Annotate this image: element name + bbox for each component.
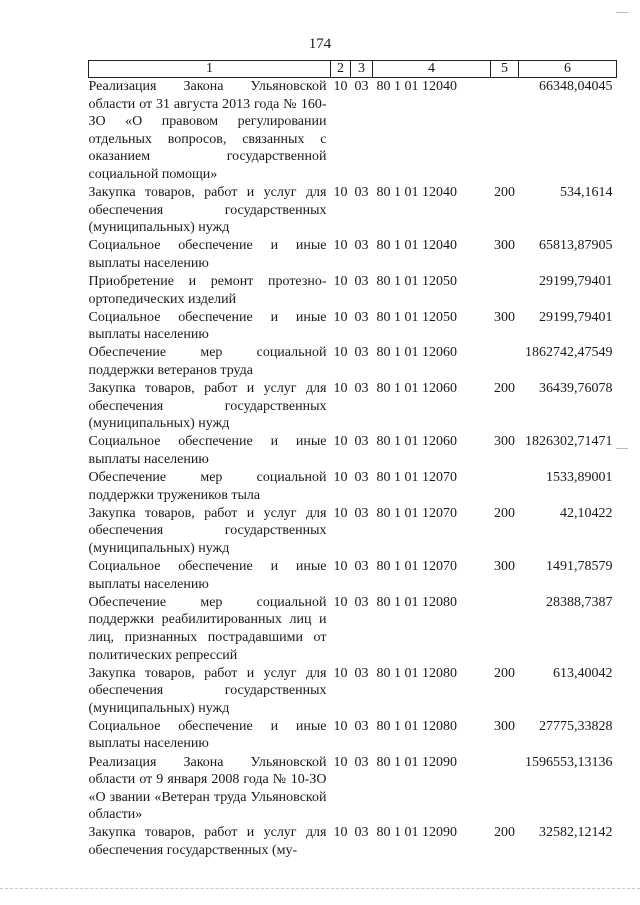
row-section-cell: 10 <box>333 470 348 486</box>
row-amount-cell: 28388,7387 <box>546 594 613 610</box>
row-target-article-cell: 80 1 01 12080 <box>376 594 457 610</box>
row-name-cell: Социальное обеспечение и иные выплаты населению <box>88 434 327 467</box>
row-name-cell: Социальное обеспечение и иные выплаты населению <box>88 559 327 592</box>
row-section-cell: 10 <box>333 345 348 361</box>
row-amount-cell: 27775,33828 <box>539 718 613 734</box>
row-section-cell: 10 <box>333 754 348 770</box>
row-name-cell: Обеспечение мер социальной поддержки тружеников тыла <box>88 470 327 503</box>
row-expense-type-cell <box>491 78 519 185</box>
margin-mark <box>616 12 628 13</box>
row-expense-type-cell <box>491 273 519 309</box>
row-amount-cell: 36439,76078 <box>539 381 613 397</box>
column-header-section: 2 <box>331 61 351 78</box>
row-subsection-cell: 03 <box>354 665 369 681</box>
row-amount-cell: 1491,78579 <box>546 559 613 575</box>
row-name-cell: Обеспечение мер социальной поддержки ветеранов труда <box>88 345 327 378</box>
row-target-article-cell: 80 1 01 12090 <box>376 825 457 841</box>
row-name-cell: Социальное обеспечение и иные выплаты населению <box>88 238 327 271</box>
row-subsection-cell: 03 <box>354 559 369 575</box>
row-expense-type-cell: 200 <box>494 825 515 841</box>
row-subsection-cell: 03 <box>354 470 369 486</box>
row-target-article-cell: 80 1 01 12070 <box>376 559 457 575</box>
row-name-cell: Закупка товаров, работ и услуг для обеспечения государственных (муниципальных) нужд <box>88 665 327 716</box>
row-target-article-cell: 80 1 01 12050 <box>376 309 457 325</box>
row-amount-cell: 65813,87905 <box>539 238 613 254</box>
table-row <box>89 824 617 860</box>
row-target-article-cell: 80 1 01 12080 <box>376 665 457 681</box>
table-row <box>89 433 617 469</box>
row-expense-type-cell: 200 <box>494 665 515 681</box>
table-row <box>89 273 617 309</box>
row-section-cell: 10 <box>333 825 348 841</box>
table-row <box>89 505 617 558</box>
row-section-cell: 10 <box>333 505 348 521</box>
row-amount-cell: 29199,79401 <box>539 309 613 325</box>
row-amount-cell: 66348,04045 <box>539 79 613 94</box>
row-section-cell: 10 <box>333 594 348 610</box>
row-section-cell: 10 <box>333 381 348 397</box>
row-name-cell: Приобретение и ремонт протезно-ортопедических изделий <box>88 274 327 307</box>
budget-table <box>88 60 617 860</box>
row-expense-type-cell <box>491 594 519 665</box>
row-amount-cell: 42,10422 <box>560 505 613 521</box>
row-amount-cell: 1862742,47549 <box>525 345 613 361</box>
row-target-article-cell: 80 1 01 12080 <box>376 718 457 734</box>
column-header-name: 1 <box>89 61 331 78</box>
row-expense-type-cell: 300 <box>494 309 515 325</box>
row-section-cell: 10 <box>333 718 348 734</box>
table-row <box>89 594 617 665</box>
table-row <box>89 309 617 345</box>
row-amount-cell: 1826302,71471 <box>525 434 613 450</box>
row-amount-cell: 29199,79401 <box>539 274 613 290</box>
row-amount-cell: 1596553,13136 <box>525 754 613 770</box>
table-row <box>89 344 617 380</box>
margin-mark <box>616 448 628 449</box>
row-target-article-cell: 80 1 01 12070 <box>376 505 457 521</box>
page-number: 174 <box>308 36 332 52</box>
row-subsection-cell: 03 <box>354 594 369 610</box>
row-section-cell: 10 <box>333 434 348 450</box>
row-expense-type-cell: 300 <box>494 238 515 254</box>
row-target-article-cell: 80 1 01 12060 <box>376 434 457 450</box>
row-expense-type-cell: 300 <box>494 718 515 734</box>
row-section-cell: 10 <box>333 79 348 94</box>
row-section-cell: 10 <box>333 274 348 290</box>
row-name-cell: Социальное обеспечение и иные выплаты населению <box>88 309 327 343</box>
row-subsection-cell: 03 <box>354 274 369 290</box>
row-subsection-cell: 03 <box>354 434 369 450</box>
row-target-article-cell: 80 1 01 12050 <box>376 274 457 290</box>
row-name-cell: Социальное обеспечение и иные выплаты населению <box>88 718 327 752</box>
row-expense-type-cell: 200 <box>494 505 515 521</box>
row-subsection-cell: 03 <box>354 718 369 734</box>
row-target-article-cell: 80 1 01 12040 <box>376 238 457 254</box>
table-row <box>89 237 617 273</box>
row-target-article-cell: 80 1 01 12040 <box>376 185 457 201</box>
table-row <box>89 78 617 185</box>
row-name-cell: Обеспечение мер социальной поддержки реабилитированных лиц и лиц, признанных пострадавшими от политических репрессий <box>88 594 327 663</box>
row-subsection-cell: 03 <box>354 309 369 325</box>
row-section-cell: 10 <box>333 185 348 201</box>
table-row <box>89 558 617 594</box>
row-amount-cell: 613,40042 <box>553 665 613 681</box>
row-section-cell: 10 <box>333 309 348 325</box>
row-subsection-cell: 03 <box>354 825 369 841</box>
row-target-article-cell: 80 1 01 12090 <box>376 754 457 770</box>
table-row <box>89 754 617 825</box>
row-target-article-cell: 80 1 01 12060 <box>376 345 457 361</box>
row-expense-type-cell: 200 <box>494 185 515 201</box>
row-subsection-cell: 03 <box>354 754 369 770</box>
table-row <box>89 718 617 754</box>
row-expense-type-cell <box>491 469 519 505</box>
row-subsection-cell: 03 <box>354 79 369 94</box>
row-subsection-cell: 03 <box>354 381 369 397</box>
row-section-cell: 10 <box>333 238 348 254</box>
row-section-cell: 10 <box>333 665 348 681</box>
row-expense-type-cell: 200 <box>494 381 515 397</box>
row-amount-cell: 534,1614 <box>560 185 613 201</box>
row-subsection-cell: 03 <box>354 238 369 254</box>
row-subsection-cell: 03 <box>354 185 369 201</box>
table-row <box>89 184 617 237</box>
row-subsection-cell: 03 <box>354 505 369 521</box>
row-expense-type-cell <box>491 344 519 380</box>
row-amount-cell: 32582,12142 <box>539 825 613 841</box>
row-name-cell: Реализация Закона Ульяновской области от 9 января 2008 года № 10-ЗО «О звании «Ветеран труда Ульяновской области» <box>88 754 327 823</box>
row-subsection-cell: 03 <box>354 345 369 361</box>
row-amount-cell: 1533,89001 <box>546 470 613 486</box>
row-target-article-cell: 80 1 01 12060 <box>376 381 457 397</box>
row-expense-type-cell <box>491 754 519 825</box>
row-expense-type-cell: 300 <box>494 434 515 450</box>
column-header-amount: 6 <box>519 61 617 78</box>
column-header-subsection: 3 <box>351 61 373 78</box>
page-bottom-edge <box>0 888 640 889</box>
table-row <box>89 469 617 505</box>
row-expense-type-cell: 300 <box>494 559 515 575</box>
row-section-cell: 10 <box>333 559 348 575</box>
column-header-expense-type: 5 <box>491 61 519 78</box>
table-row <box>89 380 617 433</box>
table-row <box>89 665 617 718</box>
row-name-cell: Закупка товаров, работ и услуг для обеспечения государственных (муниципальных) нужд <box>88 505 327 556</box>
row-target-article-cell: 80 1 01 12040 <box>376 79 457 94</box>
row-name-cell: Закупка товаров, работ и услуг для обеспечения государственных (муниципальных) нужд <box>88 185 327 236</box>
column-header-target-article: 4 <box>373 61 491 78</box>
row-name-cell: Закупка товаров, работ и услуг для обеспечения государственных (муниципальных) нужд <box>88 381 327 432</box>
table-header-row <box>89 61 617 78</box>
row-name-cell: Реализация Закона Ульяновской области от 31 августа 2013 года № 160-ЗО «О правовом регулировании отдельных вопросов, связанных с оказанием государственной социальной помощи» <box>88 79 327 182</box>
row-target-article-cell: 80 1 01 12070 <box>376 470 457 486</box>
row-name-cell: Закупка товаров, работ и услуг для обеспечения государственных (му- <box>88 825 327 859</box>
